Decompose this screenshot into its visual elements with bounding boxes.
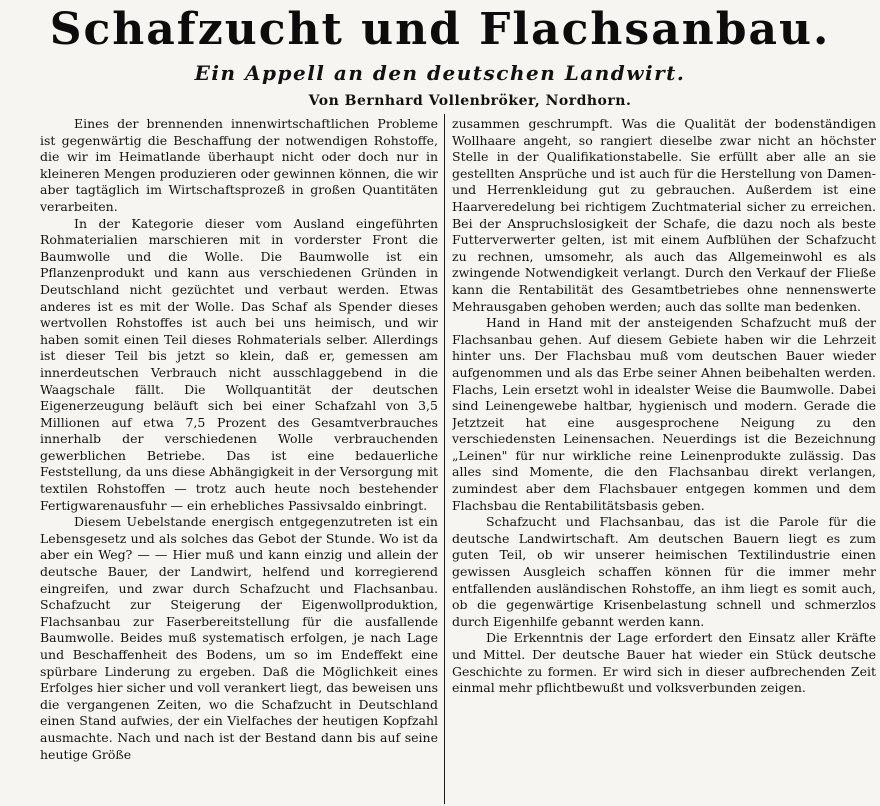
paragraph: In der Kategorie dieser vom Ausland eingeführten Rohmaterialien marschieren mit in vorderster Front die Baumwolle und die Wolle. Die Baumwolle ist ein Pflanzenprodukt und kann aus verschiedenen Gründen in Deutschland nicht gezüchtet und verbaut werden. Etwas anderes ist es mit der Wolle. Das Schaf als Spender dieses wertvollen Rohstoffes ist auch bei uns heimisch, und wir haben somit einen Teil dieses Rohmaterials selber. Allerdings ist dieser Teil bis jetzt so klein, daß er, gemessen am innerdeutschen Verbrauch nicht ausschlaggebend in die Waagschale fällt. Die Wollquantität der deutschen Eigenerzeugung beläuft sich bei einer Schafzahl von 3,5 Millionen auf etwa 7,5 Prozent des Gesamtverbrauches innerhalb der verschiedenen Wolle verbrauchenden gewerblichen Betriebe. Das ist eine bedauerliche Feststellung, da uns diese Abhängigkeit in der Versorgung mit textilen Rohstoffen — trotz auch heute noch bestehender Fertigwarenausfuhr — ein erhebliches Passivsaldo einbringt. (40, 215, 438, 513)
paragraph: Diesem Uebelstande energisch entgegenzutreten ist ein Lebensgesetz und als solches das Gebot der Stunde. Wo ist da aber ein Weg? — — Hier muß und kann einzig und allein der deutsche Bauer, der Landwirt, helfend und korregierend eingreifen, und zwar durch Schafzucht und Flachsanbau. Schafzucht zur Steigerung der Eigenwollproduktion, Flachsanbau zur Faserbereitstellung für die ausfallende Baumwolle. Beides muß systematisch erfolgen, je nach Lage und Beschaffenheit des Bodens, um so im Endeffekt eine spürbare Linderung zu ergeben. Daß die Möglichkeit eines Erfolges hier sicher und voll verankert liegt, das beweisen uns die vergangenen Zeiten, wo die Schafzucht in Deutschland einen Stand aufwies, der ein Vielfaches der heutigen Kopfzahl ausmachte. Nach und nach ist der Bestand dann bis auf seine heutige Größe (40, 514, 438, 762)
paragraph-continued: zusammen geschrumpft. Was die Qualität der bodenständigen Wollhaare angeht, so rangiert dieselbe zwar nicht an höchster Stelle in der Qualifikationstabelle. Sie erfüllt aber alle an sie gestellten Ansprüche und ist auch für die Herstellung von Damen- und Herrenkleidung gut zu gebrauchen. Außerdem ist eine Haarveredelung bei richtigem Zuchtmaterial sicher zu erreichen. Bei der Anspruchslosigkeit der Schafe, die dazu noch als beste Futterverwerter gelten, ist mit einem Aufblühen der Schafzucht zu rechnen, umsomehr, als auch das Allgemeinwohl es als zwingende Notwendigkeit verlangt. Durch den Verkauf der Fließe kann die Rentabilität des Gesamtbetriebes ohne nennenswerte Mehrausgaben gehoben werden; auch das sollte man bedenken. (452, 116, 876, 314)
article-subtitle: Ein Appell an den deutschen Landwirt. (194, 61, 686, 85)
left-column (40, 116, 438, 804)
right-column (452, 116, 876, 804)
column-divider (444, 114, 445, 804)
article-byline: Von Bernhard Vollenbröker, Nordhorn. (308, 93, 632, 109)
paragraph: Hand in Hand mit der ansteigenden Schafzucht muß der Flachsanbau gehen. Auf diesem Gebiete haben wir die Lehrzeit hinter uns. Der Flachsbau muß vom deutschen Bauer wieder aufgenommen und als das Erbe seiner Ahnen beibehalten werden. Flachs, Lein ersetzt wohl in idealster Weise die Baumwolle. Dabei sind Leinengewebe haltbar, hygienisch und modern. Gerade die Jetztzeit hat eine ausgesprochene Neigung zu den verschiedensten Leinensachen. Neuerdings ist die Bezeichnung „Leinen" für nur wirkliche reine Leinenprodukte zulässig. Das alles sind Momente, die den Flachsanbau direkt verlangen, zumindest aber dem Flachsbauer entgegen kommen und dem Flachsbau die Rentabilitätsbasis geben. (452, 315, 876, 513)
paragraph: Schafzucht und Flachsanbau, das ist die Parole für die deutsche Landwirtschaft. Am deutschen Bauern liegt es zum guten Teil, ob wir unserer heimischen Textilindustrie einen gewissen Ausgleich schaffen können für die immer mehr entfallenden ausländischen Rohstoffe, an ihm liegt es somit auch, ob die gegenwärtige Krisenbelastung schnell und schmerzlos durch Eigenhilfe gebannt werden kann. (452, 514, 876, 629)
paragraph: Eines der brennenden innenwirtschaftlichen Probleme ist gegenwärtig die Beschaffung der notwendigen Rohstoffe, die wir im Heimatlande überhaupt nicht oder doch nur in kleineren Mengen produzieren oder gewinnen können, die wir aber tagtäglich im Wirtschaftsprozeß in großen Quantitäten verarbeiten. (40, 116, 438, 214)
paragraph: Die Erkenntnis der Lage erfordert den Einsatz aller Kräfte und Mittel. Der deutsche Bauer hat wieder ein Stück deutsche Geschichte zu formen. Er wird sich in dieser aufbrechenden Zeit einmal mehr pflichtbewußt und volksverbunden zeigen. (452, 630, 876, 696)
article-headline: Schafzucht und Flachsanbau. (49, 4, 831, 55)
